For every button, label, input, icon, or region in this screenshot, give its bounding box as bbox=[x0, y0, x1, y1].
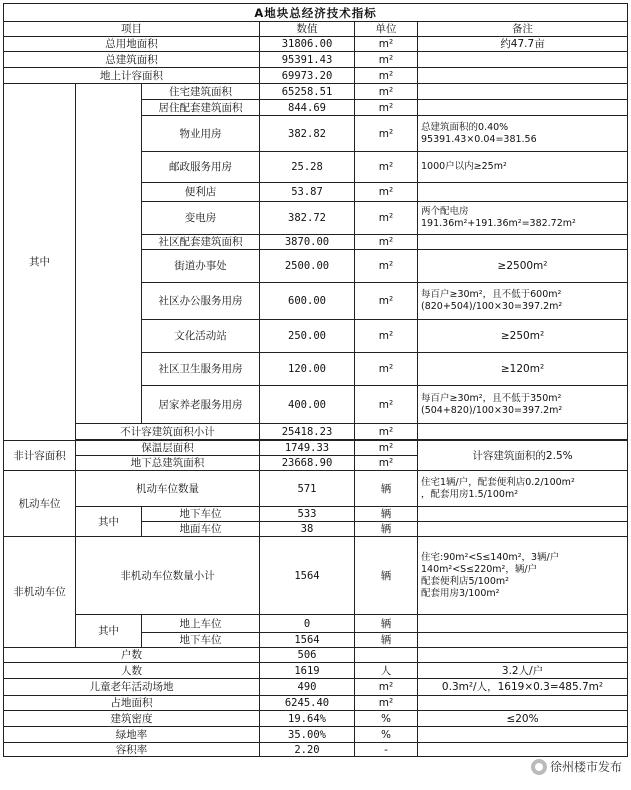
note-line: 两个配电房 bbox=[421, 206, 469, 217]
row-note bbox=[418, 633, 628, 648]
row-value: 844.69 bbox=[260, 100, 355, 116]
row-label: 地下车位 bbox=[142, 507, 260, 522]
row-unit: m² bbox=[355, 84, 418, 100]
header-unit: 单位 bbox=[355, 22, 418, 37]
row-unit: m² bbox=[355, 152, 418, 183]
row-note bbox=[418, 386, 628, 424]
row-note bbox=[418, 743, 628, 757]
table-row bbox=[4, 743, 628, 757]
header-value: 数值 bbox=[260, 22, 355, 37]
row-note: 0.3m²/人，1619×0.3=485.7m² bbox=[418, 679, 628, 696]
row-note bbox=[418, 202, 628, 235]
table-row bbox=[4, 471, 628, 507]
row-value: 382.82 bbox=[260, 116, 355, 152]
row-note: 约47.7亩 bbox=[418, 37, 628, 52]
row-note: 3.2人/户 bbox=[418, 663, 628, 679]
row-value: 35.00% bbox=[260, 727, 355, 743]
table-row bbox=[4, 441, 628, 456]
note-line: 住宅1辆/户，配套便利店0.2/100m² bbox=[421, 476, 575, 488]
table-row bbox=[4, 537, 628, 615]
table-row bbox=[4, 727, 628, 743]
row-note: ≥120m² bbox=[418, 353, 628, 386]
wechat-account-icon bbox=[531, 759, 547, 775]
row-unit: m² bbox=[355, 679, 418, 696]
row-value: 250.00 bbox=[260, 320, 355, 353]
row-value: 25.28 bbox=[260, 152, 355, 183]
row-note bbox=[418, 537, 628, 615]
row-value: 38 bbox=[260, 522, 355, 537]
row-unit: m² bbox=[355, 320, 418, 353]
row-note bbox=[418, 471, 628, 507]
row-note: ≥2500m² bbox=[418, 250, 628, 283]
note-line: 总建筑面积的0.40% bbox=[421, 121, 509, 133]
row-value: 69973.20 bbox=[260, 68, 355, 84]
row-value: 1749.33 bbox=[260, 441, 355, 456]
row-unit: 辆 bbox=[355, 522, 418, 537]
row-label: 人数 bbox=[4, 663, 260, 679]
watermark bbox=[528, 757, 625, 776]
row-note bbox=[418, 183, 628, 202]
row-label: 保温层面积 bbox=[76, 441, 260, 456]
row-label: 总用地面积 bbox=[4, 37, 260, 52]
row-label: 容积率 bbox=[4, 743, 260, 757]
row-value: 382.72 bbox=[260, 202, 355, 235]
indicator-table bbox=[3, 3, 628, 757]
row-value: 23668.90 bbox=[260, 456, 355, 471]
table-title: A地块总经济技术指标 bbox=[4, 4, 628, 22]
row-label: 地下总建筑面积 bbox=[76, 456, 260, 471]
row-label: 社区办公服务用房 bbox=[142, 283, 260, 320]
group-label-bike: 非机动车位 bbox=[4, 537, 76, 648]
note-line: 每百户≥30m²，且不低于600m² bbox=[421, 289, 562, 300]
row-label: 社区卫生服务用房 bbox=[142, 353, 260, 386]
row-unit: m² bbox=[355, 183, 418, 202]
table-row bbox=[4, 37, 628, 52]
row-unit: 辆 bbox=[355, 615, 418, 633]
row-label: 住宅建筑面积 bbox=[142, 84, 260, 100]
row-note bbox=[418, 283, 628, 320]
table-row bbox=[4, 711, 628, 727]
row-note: 计容建筑面积的2.5% bbox=[418, 441, 628, 471]
table-row bbox=[4, 615, 628, 633]
group-label-non-far: 非计容面积 bbox=[4, 441, 76, 471]
group-label-qizhong: 其中 bbox=[4, 84, 76, 441]
row-value: 1564 bbox=[260, 537, 355, 615]
row-value: 19.64% bbox=[260, 711, 355, 727]
row-unit: m² bbox=[355, 250, 418, 283]
group-label-parking: 机动车位 bbox=[4, 471, 76, 537]
row-label: 总建筑面积 bbox=[4, 52, 260, 68]
table-row bbox=[4, 679, 628, 696]
row-unit: m² bbox=[355, 116, 418, 152]
row-label: 居住配套建筑面积 bbox=[142, 100, 260, 116]
row-label: 占地面积 bbox=[4, 696, 260, 711]
row-unit: m² bbox=[355, 696, 418, 711]
row-value: 1564 bbox=[260, 633, 355, 648]
note-line: 配套用房3/100m² bbox=[421, 587, 500, 599]
note-line: ，配套用房1.5/100m² bbox=[421, 488, 519, 500]
row-value: 25418.23 bbox=[260, 424, 355, 440]
row-label: 地面车位 bbox=[142, 522, 260, 537]
row-unit: 辆 bbox=[355, 507, 418, 522]
row-note: 1000户以内≥25m² bbox=[418, 152, 628, 183]
row-unit: % bbox=[355, 727, 418, 743]
sub-label-qizhong: 其中 bbox=[76, 507, 142, 537]
row-note bbox=[418, 615, 628, 633]
row-label: 儿童老年活动场地 bbox=[4, 679, 260, 696]
row-label: 社区配套建筑面积 bbox=[142, 235, 260, 250]
row-label: 地上车位 bbox=[142, 615, 260, 633]
row-value: 2.20 bbox=[260, 743, 355, 757]
indicator-table-container bbox=[3, 3, 627, 757]
row-label: 物业用房 bbox=[142, 116, 260, 152]
row-value: 506 bbox=[260, 648, 355, 663]
note-line: 140m²<S≤220m²，辆/户 bbox=[421, 563, 538, 575]
row-value: 600.00 bbox=[260, 283, 355, 320]
note-line: (504+820)/100×30=397.2m² bbox=[421, 404, 563, 416]
header-note: 备注 bbox=[418, 22, 628, 37]
row-value: 571 bbox=[260, 471, 355, 507]
row-unit: m² bbox=[355, 283, 418, 320]
table-row bbox=[4, 52, 628, 68]
row-label: 建筑密度 bbox=[4, 711, 260, 727]
row-unit: 辆 bbox=[355, 633, 418, 648]
table-row bbox=[4, 696, 628, 711]
note-line: 95391.43×0.04=381.56 bbox=[421, 133, 537, 145]
row-unit: m² bbox=[355, 52, 418, 68]
row-note: ≥250m² bbox=[418, 320, 628, 353]
row-unit: m² bbox=[355, 456, 418, 471]
row-unit: m² bbox=[355, 353, 418, 386]
row-value: 6245.40 bbox=[260, 696, 355, 711]
table-row bbox=[4, 648, 628, 663]
row-note bbox=[418, 696, 628, 711]
row-unit: % bbox=[355, 711, 418, 727]
row-unit: m² bbox=[355, 386, 418, 424]
row-unit: m² bbox=[355, 235, 418, 250]
note-line: 每百户≥30m²，且不低于350m² bbox=[421, 392, 562, 404]
row-note bbox=[418, 235, 628, 250]
row-value: 1619 bbox=[260, 663, 355, 679]
row-unit: m² bbox=[355, 202, 418, 235]
row-unit: 人 bbox=[355, 663, 418, 679]
row-label: 居家养老服务用房 bbox=[142, 386, 260, 424]
row-value: 53.87 bbox=[260, 183, 355, 202]
row-note bbox=[418, 52, 628, 68]
row-unit: 辆 bbox=[355, 537, 418, 615]
row-note bbox=[418, 100, 628, 116]
row-label: 机动车位数量 bbox=[76, 471, 260, 507]
row-label: 文化活动站 bbox=[142, 320, 260, 353]
row-note bbox=[418, 84, 628, 100]
table-row bbox=[4, 84, 628, 100]
note-line: 191.36m²+191.36m²=382.72m² bbox=[421, 218, 576, 229]
row-note: ≤20% bbox=[418, 711, 628, 727]
note-line: 配套便利店5/100m² bbox=[421, 575, 509, 587]
row-note bbox=[418, 116, 628, 152]
row-note bbox=[418, 648, 628, 663]
row-value: 0 bbox=[260, 615, 355, 633]
sub-label-qizhong: 其中 bbox=[76, 615, 142, 648]
row-label: 绿地率 bbox=[4, 727, 260, 743]
row-unit: m² bbox=[355, 100, 418, 116]
row-value: 3870.00 bbox=[260, 235, 355, 250]
row-note bbox=[418, 507, 628, 522]
row-note bbox=[418, 727, 628, 743]
header-item: 项目 bbox=[4, 22, 260, 37]
table-row bbox=[4, 424, 628, 440]
table-row bbox=[4, 663, 628, 679]
row-label: 地上计容面积 bbox=[4, 68, 260, 84]
row-label: 变电房 bbox=[142, 202, 260, 235]
row-value: 95391.43 bbox=[260, 52, 355, 68]
row-value: 490 bbox=[260, 679, 355, 696]
row-unit: m² bbox=[355, 441, 418, 456]
row-unit: m² bbox=[355, 68, 418, 84]
spacer-cell bbox=[76, 84, 142, 424]
row-unit bbox=[355, 648, 418, 663]
row-unit: - bbox=[355, 743, 418, 757]
row-note bbox=[418, 68, 628, 84]
row-value: 533 bbox=[260, 507, 355, 522]
watermark-text: 徐州楼市发布 bbox=[549, 760, 622, 774]
row-value: 400.00 bbox=[260, 386, 355, 424]
row-label: 便利店 bbox=[142, 183, 260, 202]
row-label: 非机动车位数量小计 bbox=[76, 537, 260, 615]
row-label: 街道办事处 bbox=[142, 250, 260, 283]
row-unit: m² bbox=[355, 37, 418, 52]
row-label: 不计容建筑面积小计 bbox=[76, 424, 260, 440]
note-line: 住宅:90m²<S≤140m²，3辆/户 bbox=[421, 551, 560, 563]
row-label: 户数 bbox=[4, 648, 260, 663]
row-value: 2500.00 bbox=[260, 250, 355, 283]
table-row bbox=[4, 68, 628, 84]
note-line: (820+504)/100×30=397.2m² bbox=[421, 301, 563, 312]
row-unit: 辆 bbox=[355, 471, 418, 507]
table-row bbox=[4, 507, 628, 522]
row-value: 65258.51 bbox=[260, 84, 355, 100]
row-value: 31806.00 bbox=[260, 37, 355, 52]
row-label: 地下车位 bbox=[142, 633, 260, 648]
row-note bbox=[418, 522, 628, 537]
row-note bbox=[418, 424, 628, 440]
row-label: 邮政服务用房 bbox=[142, 152, 260, 183]
row-value: 120.00 bbox=[260, 353, 355, 386]
row-unit: m² bbox=[355, 424, 418, 440]
